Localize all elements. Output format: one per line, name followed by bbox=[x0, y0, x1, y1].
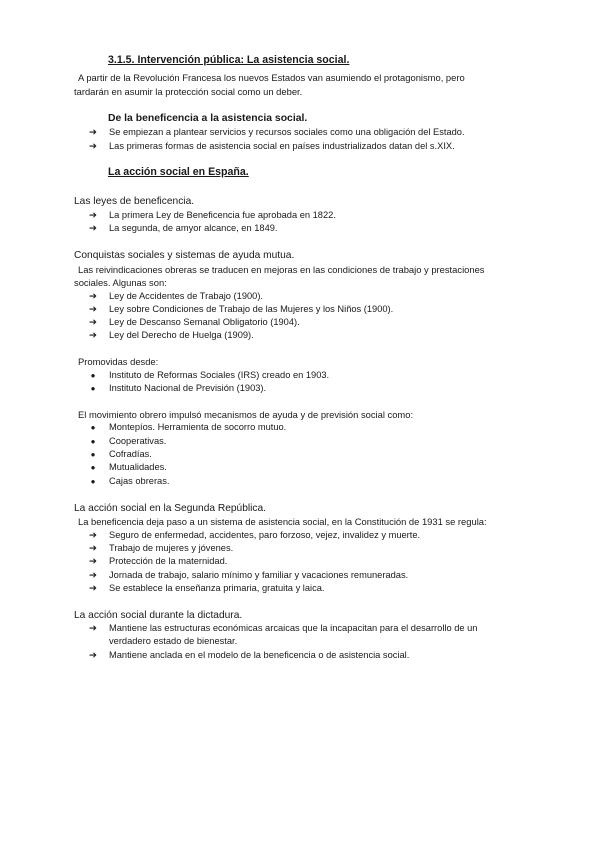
arrow-icon: ➔ bbox=[89, 304, 97, 315]
arrow-icon: ➔ bbox=[89, 127, 97, 138]
arrow-icon: ➔ bbox=[89, 543, 97, 554]
bullet-icon: ● bbox=[90, 463, 96, 472]
bullet-icon: ● bbox=[90, 371, 96, 380]
list-item: Las primeras formas de asistencia social en países industrializados datan del s.XIX. bbox=[109, 141, 455, 151]
list-item: Mantiene las estructuras económicas arcaicas que la incapacitan para el desarrollo de un bbox=[109, 623, 478, 633]
bullet-icon: ● bbox=[90, 384, 96, 393]
intro-line: tardarán en asumir la protección social como un deber. bbox=[74, 86, 303, 97]
list-item: Ley del Derecho de Huelga (1909). bbox=[109, 330, 254, 340]
arrow-icon: ➔ bbox=[89, 530, 97, 541]
list-item: Instituto Nacional de Previsión (1903). bbox=[109, 383, 267, 393]
bullet-icon: ● bbox=[90, 477, 96, 486]
republica-intro: La beneficencia deja paso a un sistema de asistencia social, en la Constitución de 1931 se regula: bbox=[78, 516, 487, 527]
leyes-heading: Las leyes de beneficencia. bbox=[74, 196, 195, 207]
arrow-icon: ➔ bbox=[89, 141, 97, 152]
arrow-icon: ➔ bbox=[89, 650, 97, 661]
list-item: Protección de la maternidad. bbox=[109, 556, 228, 566]
list-item: Cajas obreras. bbox=[109, 476, 170, 486]
list-item: Se empiezan a plantear servicios y recursos sociales como una obligación del Estado. bbox=[109, 127, 465, 137]
conquistas-intro: sociales. Algunas son: bbox=[74, 277, 167, 288]
list-item: Trabajo de mujeres y jóvenes. bbox=[109, 543, 234, 553]
beneficencia-heading: De la beneficencia a la asistencia social. bbox=[108, 113, 308, 124]
arrow-icon: ➔ bbox=[89, 223, 97, 234]
list-item: Ley de Descanso Semanal Obligatorio (1904). bbox=[109, 317, 300, 327]
intro-line: A partir de la Revolución Francesa los nuevos Estados van asumiendo el protagonismo, pero bbox=[78, 72, 465, 83]
list-item: Seguro de enfermedad, accidentes, paro forzoso, vejez, invalidez y muerte. bbox=[109, 530, 421, 540]
section-title: 3.1.5. Intervención pública: La asistencia social. bbox=[108, 54, 350, 66]
list-item: Cooperativas. bbox=[109, 436, 167, 446]
list-item: Montepíos. Herramienta de socorro mutuo. bbox=[109, 422, 287, 432]
dictadura-heading: La acción social durante la dictadura. bbox=[74, 610, 243, 621]
conquistas-heading: Conquistas sociales y sistemas de ayuda mutua. bbox=[74, 250, 295, 261]
list-item: Ley de Accidentes de Trabajo (1900). bbox=[109, 291, 264, 301]
arrow-icon: ➔ bbox=[89, 623, 97, 634]
arrow-icon: ➔ bbox=[89, 210, 97, 221]
accion-heading: La acción social en España. bbox=[108, 166, 249, 178]
movimiento-label: El movimiento obrero impulsó mecanismos de ayuda y de previsión social como: bbox=[78, 409, 414, 420]
promovidas-label: Promovidas desde: bbox=[78, 356, 159, 367]
list-item: Mantiene anclada en el modelo de la beneficencia o de asistencia social. bbox=[109, 650, 410, 660]
list-item: Mutualidades. bbox=[109, 462, 167, 472]
bullet-icon: ● bbox=[90, 450, 96, 459]
bullet-icon: ● bbox=[90, 437, 96, 446]
arrow-icon: ➔ bbox=[89, 291, 97, 302]
list-item: Cofradías. bbox=[109, 449, 152, 459]
arrow-icon: ➔ bbox=[89, 317, 97, 328]
bullet-icon: ● bbox=[90, 423, 96, 432]
republica-heading: La acción social en la Segunda República. bbox=[74, 503, 266, 514]
list-item: Se establece la enseñanza primaria, gratuita y laica. bbox=[109, 583, 325, 593]
arrow-icon: ➔ bbox=[89, 583, 97, 594]
list-item: La segunda, de amyor alcance, en 1849. bbox=[109, 223, 278, 233]
arrow-icon: ➔ bbox=[89, 330, 97, 341]
list-item: Jornada de trabajo, salario mínimo y familiar y vacaciones remuneradas. bbox=[109, 570, 409, 580]
conquistas-intro: Las reivindicaciones obreras se traducen en mejoras en las condiciones de trabajo y prestaciones bbox=[78, 264, 485, 275]
list-item-continuation: verdadero estado de bienestar. bbox=[109, 636, 238, 646]
list-item: Ley sobre Condiciones de Trabajo de las Mujeres y los Niños (1900). bbox=[109, 304, 394, 314]
list-item: Instituto de Reformas Sociales (IRS) creado en 1903. bbox=[109, 370, 330, 380]
arrow-icon: ➔ bbox=[89, 570, 97, 581]
arrow-icon: ➔ bbox=[89, 556, 97, 567]
list-item: La primera Ley de Beneficencia fue aprobada en 1822. bbox=[109, 210, 336, 220]
